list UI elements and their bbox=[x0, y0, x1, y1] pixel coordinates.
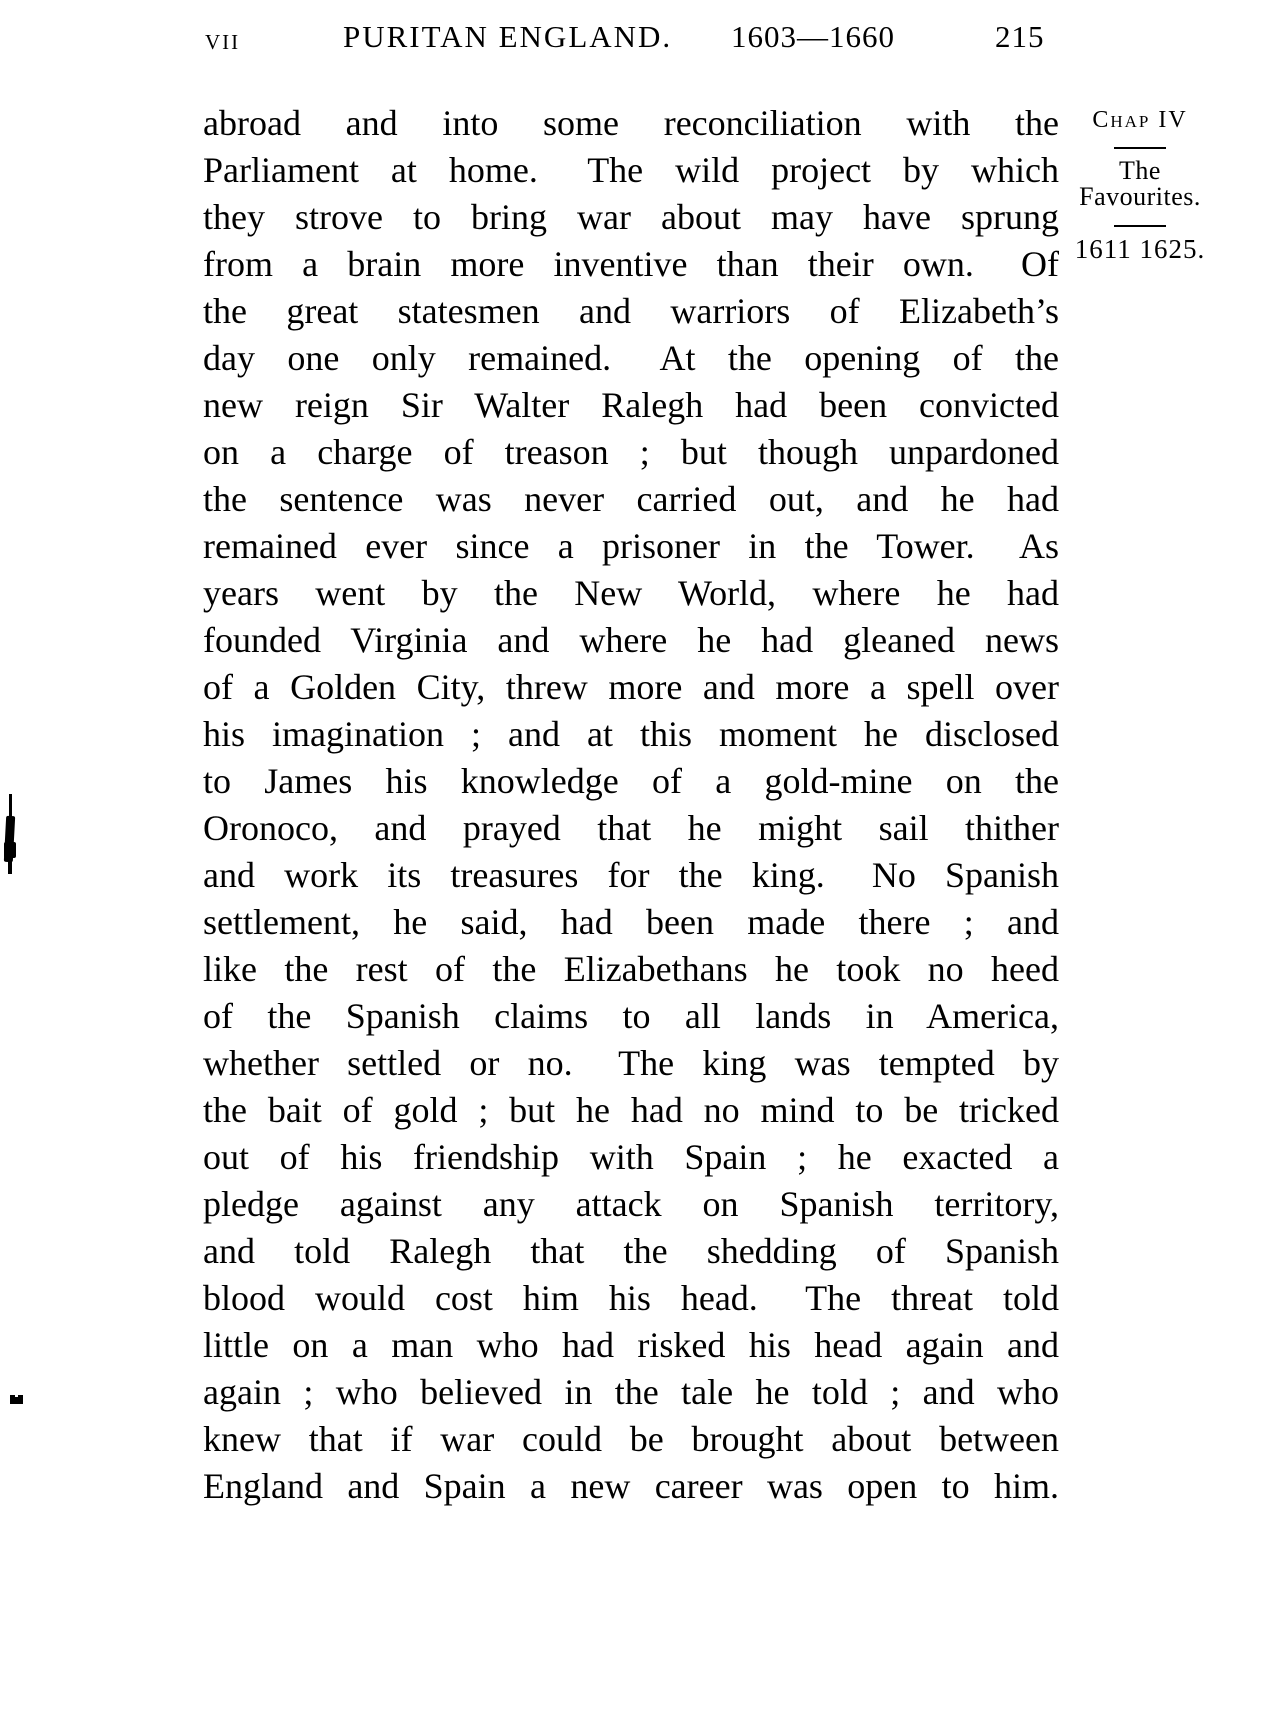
text-line: on a charge of treason ; but though unpardoned bbox=[203, 432, 1059, 472]
text-line: Oronoco, and prayed that he might sail thither bbox=[203, 808, 1059, 848]
margin-notes bbox=[1062, 106, 1218, 264]
text-line: whether settled or no. The king was tempted by bbox=[203, 1043, 1059, 1083]
text-line: like the rest of the Elizabethans he took no heed bbox=[203, 949, 1059, 989]
side-note-dates: 1611 1625. bbox=[1074, 234, 1206, 264]
margin-rule bbox=[1114, 225, 1166, 227]
text-line: founded Virginia and where he had gleaned news bbox=[203, 620, 1059, 660]
ink-mark bbox=[4, 842, 16, 858]
ink-mark bbox=[8, 858, 12, 874]
side-note-line-1: The bbox=[1119, 156, 1161, 185]
text-line: the sentence was never carried out, and he had bbox=[203, 479, 1059, 519]
text-line: again ; who believed in the tale he told ; and who bbox=[203, 1372, 1059, 1412]
text-line: knew that if war could be brought about between bbox=[203, 1419, 1059, 1459]
text-line: and work its treasures for the king. No Spanish bbox=[203, 855, 1059, 895]
text-line: of a Golden City, threw more and more a spell over bbox=[203, 667, 1059, 707]
text-line: little on a man who had risked his head again and bbox=[203, 1325, 1059, 1365]
text-line: day one only remained. At the opening of the bbox=[203, 338, 1059, 378]
text-line: abroad and into some reconciliation with the bbox=[203, 103, 1059, 143]
text-line: Parliament at home. The wild project by which bbox=[203, 150, 1059, 190]
text-line: pledge against any attack on Spanish territory, bbox=[203, 1184, 1059, 1224]
folio-number: VII bbox=[205, 30, 241, 54]
body-text-block bbox=[203, 100, 1059, 1510]
text-line: the great statesmen and warriors of Elizabeth’s bbox=[203, 291, 1059, 331]
text-line: out of his friendship with Spain ; he exacted a bbox=[203, 1137, 1059, 1177]
text-line: remained ever since a prisoner in the Tower. As bbox=[203, 526, 1059, 566]
margin-rule bbox=[1114, 147, 1166, 149]
text-line: his imagination ; and at this moment he disclosed bbox=[203, 714, 1059, 754]
chapter-note: Chap IV bbox=[1092, 107, 1188, 133]
side-note-line-2: Favourites. bbox=[1079, 182, 1201, 211]
text-line: England and Spain a new career was open to him. bbox=[203, 1466, 1059, 1506]
text-line: new reign Sir Walter Ralegh had been convicted bbox=[203, 385, 1059, 425]
text-line: and told Ralegh that the shedding of Spanish bbox=[203, 1231, 1059, 1271]
text-line: to James his knowledge of a gold-mine on the bbox=[203, 761, 1059, 801]
page-number: 215 bbox=[995, 19, 1045, 54]
text-line: from a brain more inventive than their own. Of bbox=[203, 244, 1059, 284]
text-line: of the Spanish claims to all lands in America, bbox=[203, 996, 1059, 1036]
text-line: years went by the New World, where he had bbox=[203, 573, 1059, 613]
text-line: blood would cost him his head. The threat told bbox=[203, 1278, 1059, 1318]
running-title: PURITAN ENGLAND. bbox=[343, 19, 673, 54]
header-date-range: 1603—1660 bbox=[731, 19, 895, 54]
text-line: settlement, he said, had been made there ; and bbox=[203, 902, 1059, 942]
text-line: the bait of gold ; but he had no mind to be tricked bbox=[203, 1090, 1059, 1130]
text-line: they strove to bring war about may have sprung bbox=[203, 197, 1059, 237]
ink-speck bbox=[15, 1393, 18, 1397]
